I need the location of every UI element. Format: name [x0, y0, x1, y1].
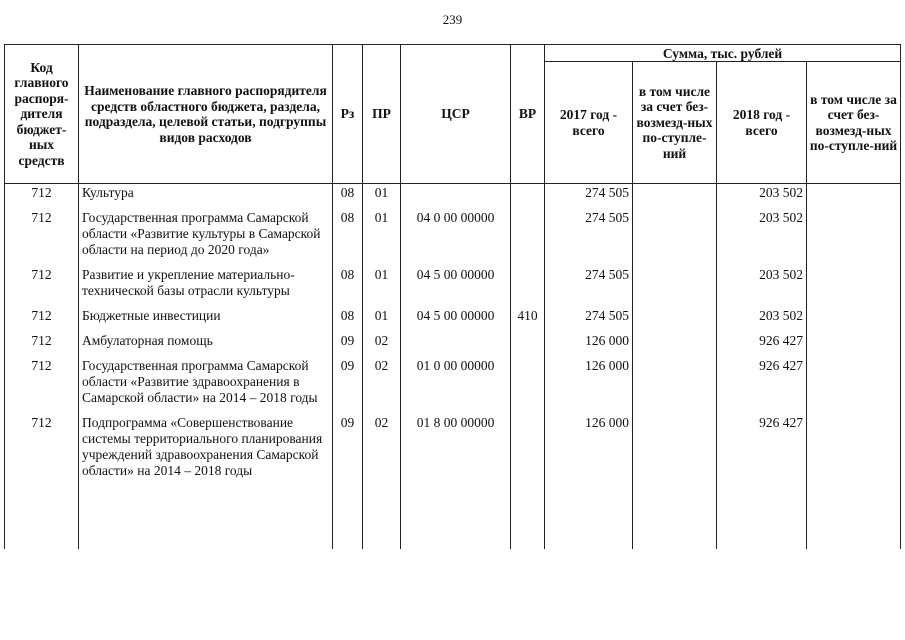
header-vr: ВР [511, 45, 545, 184]
cell-pr: 02 [363, 357, 401, 414]
cell-2018-total: 203 502 [717, 266, 807, 307]
cell-vr [511, 414, 545, 549]
cell-2018-total: 926 427 [717, 332, 807, 357]
cell-2018-free [807, 209, 901, 266]
cell-name: Бюджетные инвестиции [79, 307, 333, 332]
cell-2017-free [633, 209, 717, 266]
page-number: 239 [442, 12, 463, 27]
cell-vr [511, 184, 545, 210]
cell-csr: 01 0 00 00000 [401, 357, 511, 414]
cell-2018-free [807, 184, 901, 210]
cell-vr [511, 357, 545, 414]
budget-table [4, 44, 901, 549]
table-row [5, 266, 901, 307]
cell-rz: 08 [333, 307, 363, 332]
header-2017-free: в том числе за счет без-возмезд-ных по-ступле-ний [633, 62, 717, 184]
header-pr: ПР [363, 45, 401, 184]
cell-rz: 09 [333, 332, 363, 357]
cell-csr: 04 0 00 00000 [401, 209, 511, 266]
table-row [5, 209, 901, 266]
cell-csr: 04 5 00 00000 [401, 266, 511, 307]
cell-code: 712 [5, 184, 79, 210]
cell-name: Развитие и укрепление материально-технической базы отрасли культуры [79, 266, 333, 307]
cell-2017-free [633, 357, 717, 414]
cell-2018-free [807, 307, 901, 332]
cell-2018-free [807, 332, 901, 357]
cell-vr: 410 [511, 307, 545, 332]
cell-2017-total: 274 505 [545, 209, 633, 266]
cell-code: 712 [5, 307, 79, 332]
table-row [5, 307, 901, 332]
table-row [5, 332, 901, 357]
cell-pr: 02 [363, 414, 401, 549]
cell-code: 712 [5, 357, 79, 414]
cell-rz: 09 [333, 357, 363, 414]
cell-rz: 08 [333, 266, 363, 307]
cell-2017-free [633, 332, 717, 357]
cell-2017-total: 274 505 [545, 266, 633, 307]
cell-csr [401, 184, 511, 210]
cell-name: Амбулаторная помощь [79, 332, 333, 357]
cell-2017-free [633, 414, 717, 549]
cell-code: 712 [5, 332, 79, 357]
cell-vr [511, 266, 545, 307]
cell-name: Культура [79, 184, 333, 210]
cell-code: 712 [5, 266, 79, 307]
cell-name: Подпрограмма «Совершенствование системы территориального планирования учреждений здравоохранения Самарской области» на 2014 – 2018 годы [79, 414, 333, 549]
cell-2018-free [807, 266, 901, 307]
cell-pr: 02 [363, 332, 401, 357]
header-2018-free: в том числе за счет без-возмезд-ных по-ступле-ний [807, 62, 901, 184]
cell-vr [511, 332, 545, 357]
cell-2018-total: 926 427 [717, 414, 807, 549]
table-row [5, 414, 901, 549]
cell-name: Государственная программа Самарской области «Развитие культуры в Самарской области на период до 2020 года» [79, 209, 333, 266]
cell-code: 712 [5, 209, 79, 266]
table-row [5, 184, 901, 210]
cell-2018-free [807, 357, 901, 414]
header-2017-total: 2017 год - всего [545, 62, 633, 184]
header-name: Наименование главного распорядителя средств областного бюджета, раздела, подраздела, целевой статьи, подгруппы видов расходов [79, 45, 333, 184]
table-row [5, 357, 901, 414]
cell-2017-total: 274 505 [545, 184, 633, 210]
cell-name: Государственная программа Самарской области «Развитие здравоохранения в Самарской области» на 2014 – 2018 годы [79, 357, 333, 414]
cell-pr: 01 [363, 184, 401, 210]
header-csr: ЦСР [401, 45, 511, 184]
cell-pr: 01 [363, 307, 401, 332]
cell-rz: 08 [333, 209, 363, 266]
cell-vr [511, 209, 545, 266]
table-header [5, 45, 901, 184]
cell-2018-total: 203 502 [717, 307, 807, 332]
cell-2017-free [633, 266, 717, 307]
cell-2018-total: 203 502 [717, 209, 807, 266]
cell-rz: 08 [333, 184, 363, 210]
cell-2017-total: 126 000 [545, 332, 633, 357]
cell-pr: 01 [363, 209, 401, 266]
header-sum: Сумма, тыс. рублей [545, 45, 901, 62]
cell-code: 712 [5, 414, 79, 549]
cell-2017-total: 126 000 [545, 414, 633, 549]
cell-pr: 01 [363, 266, 401, 307]
cell-2018-total: 926 427 [717, 357, 807, 414]
table-body [5, 184, 901, 550]
header-2018-total: 2018 год - всего [717, 62, 807, 184]
header-rz: Рз [333, 45, 363, 184]
cell-rz: 09 [333, 414, 363, 549]
cell-csr [401, 332, 511, 357]
cell-2017-free [633, 307, 717, 332]
cell-2017-total: 274 505 [545, 307, 633, 332]
cell-2018-total: 203 502 [717, 184, 807, 210]
cell-2017-free [633, 184, 717, 210]
cell-2017-total: 126 000 [545, 357, 633, 414]
header-code: Код главного распоря-дителя бюджет-ных средств [5, 45, 79, 184]
cell-csr: 04 5 00 00000 [401, 307, 511, 332]
cell-csr: 01 8 00 00000 [401, 414, 511, 549]
cell-2018-free [807, 414, 901, 549]
